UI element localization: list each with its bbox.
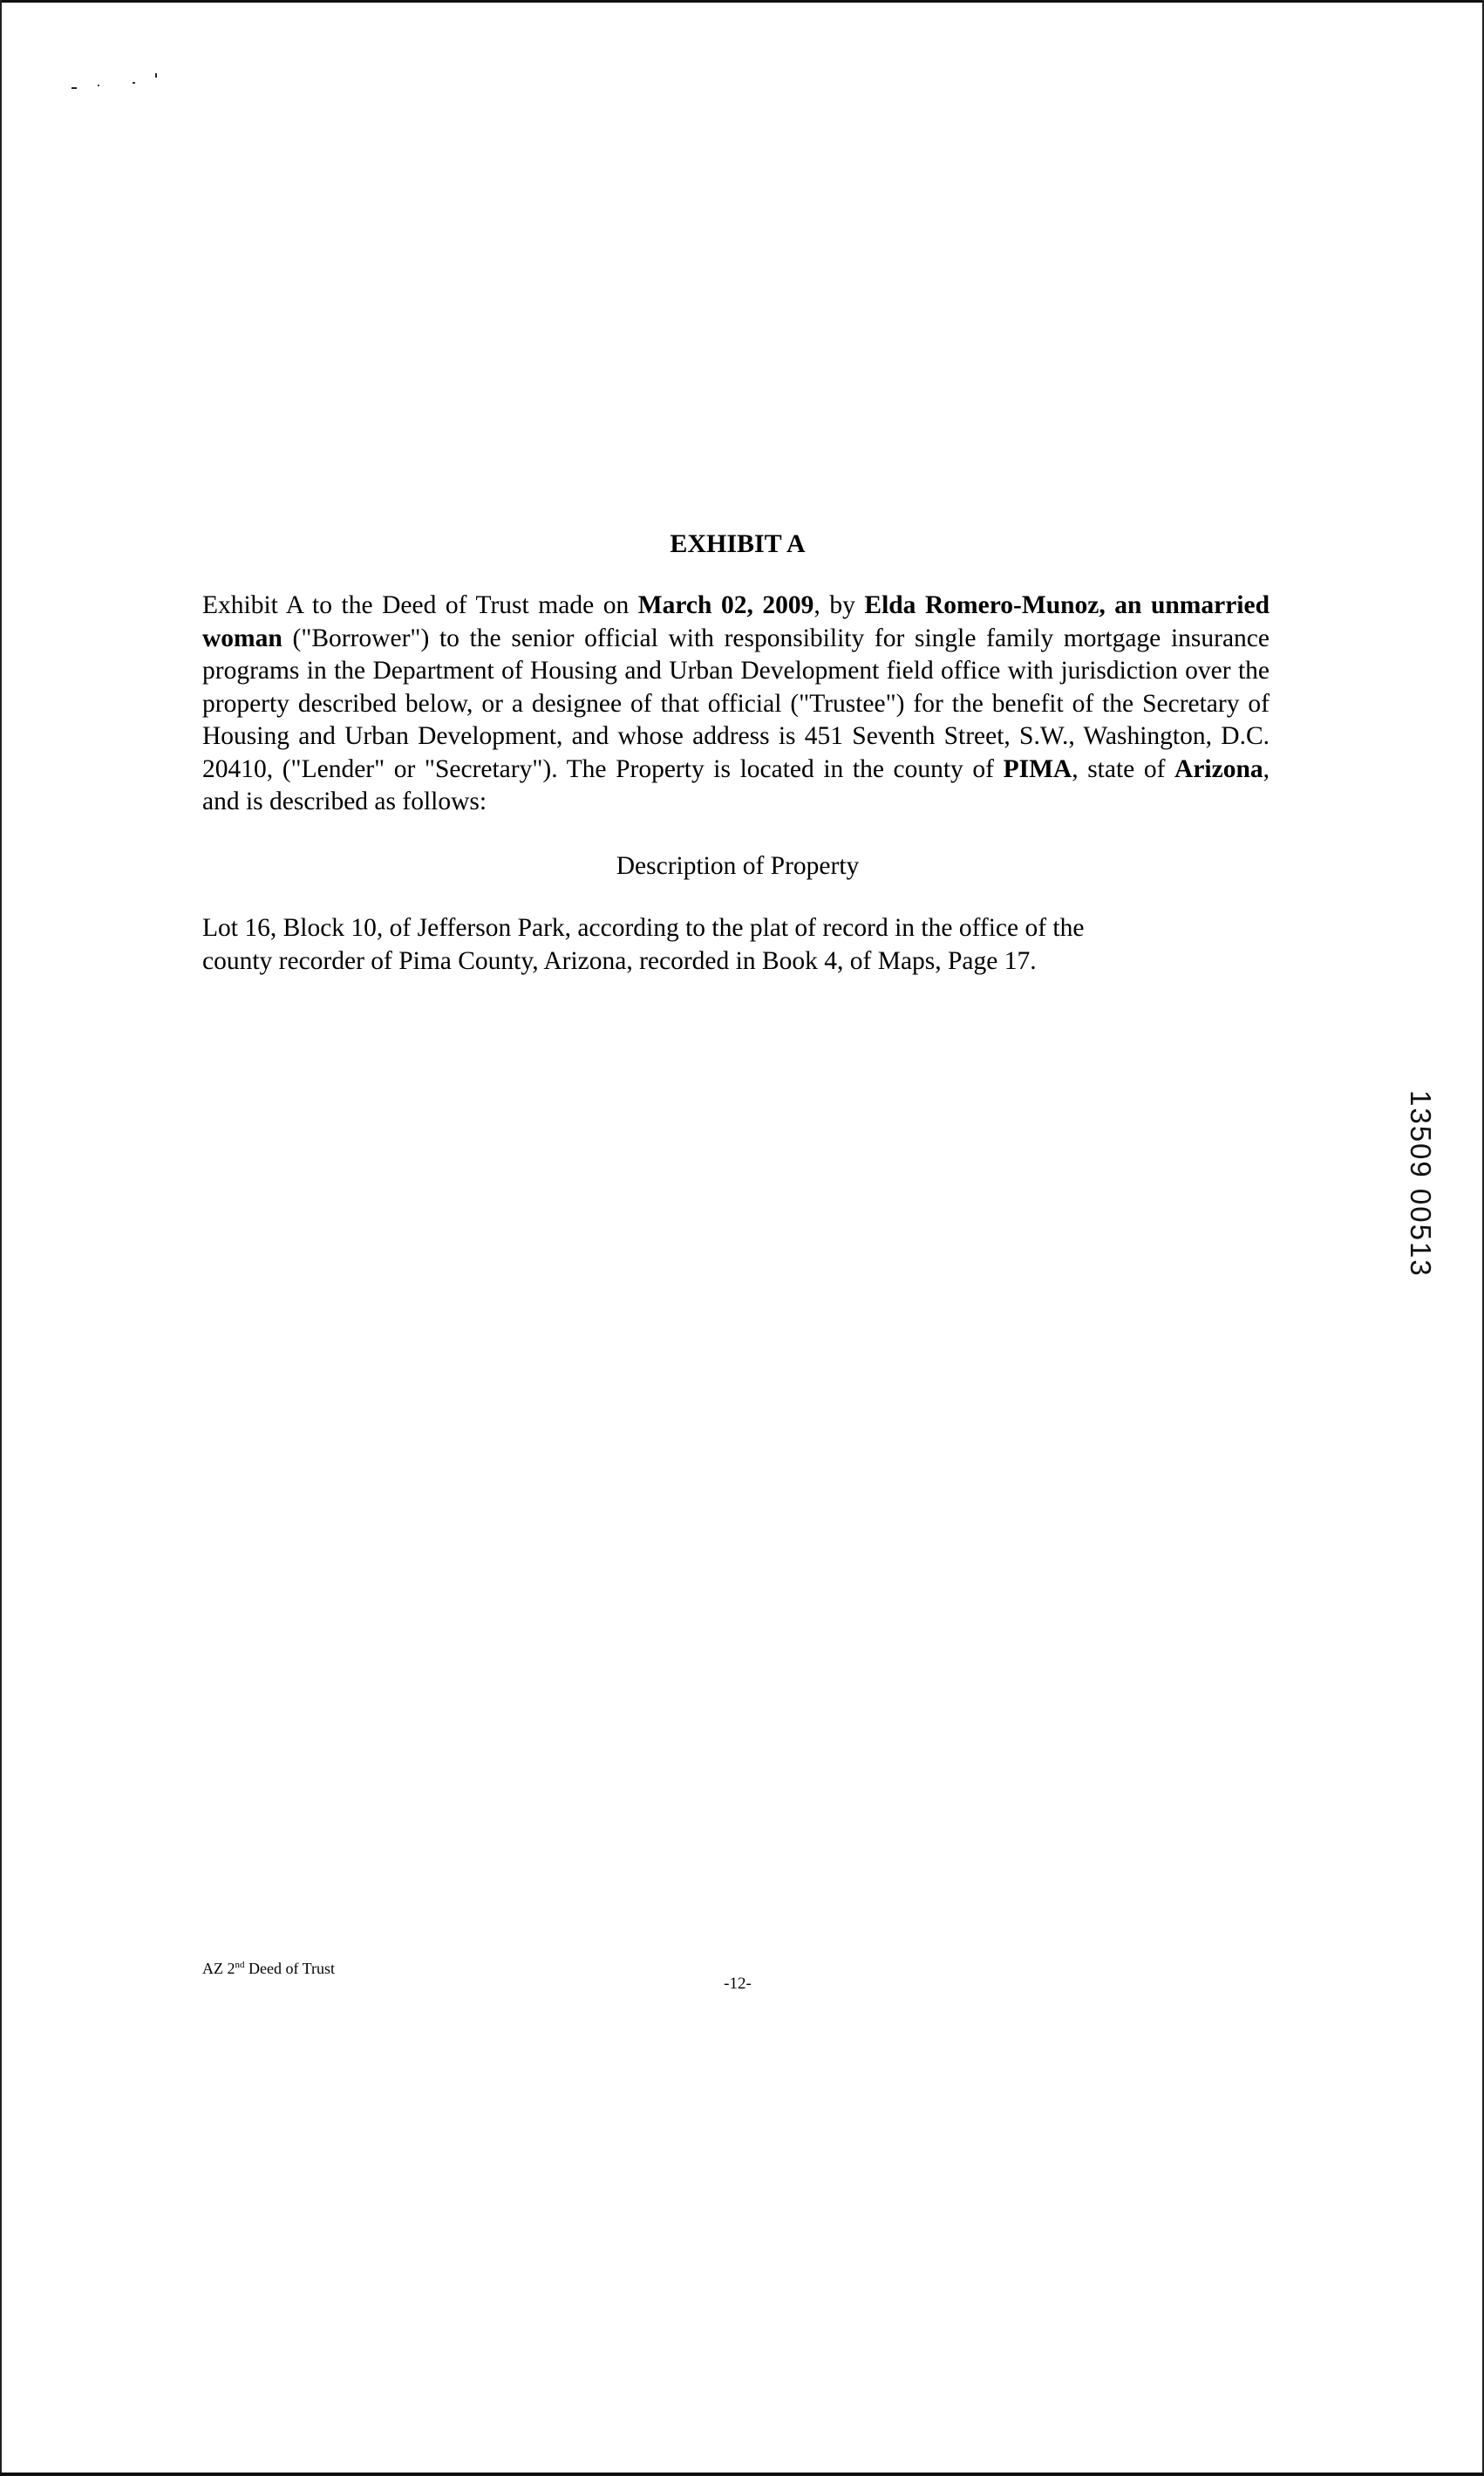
scan-specks xyxy=(52,70,174,96)
scan-edge-left xyxy=(0,0,2,2476)
borrower-name: Elda Romero-Munoz, an unmarried woman xyxy=(202,591,1270,652)
county-name: PIMA xyxy=(1003,754,1072,783)
exhibit-title: EXHIBIT A xyxy=(670,529,806,558)
paragraph-text: ("Borrower") to the senior official with responsibility for single family mortgage insurance programs in the Department of Housing and Urban Development field office with jurisdiction over the property described below, or a designee of that official ("Trustee") for the benefit of the Secretary of Housing and Urban Development, and whose address is 451 Seventh Street, S.W., Washington, D.C. 20410, ("Lender" or "Secretary"). The Property is located in the county of xyxy=(202,624,1270,783)
legal-description-line: Lot 16, Block 10, of Jefferson Park, according to the plat of record in the office of the xyxy=(202,914,1085,942)
paragraph-text: , by xyxy=(813,591,865,619)
scan-edge-top xyxy=(0,0,1484,3)
section-heading: Description of Property xyxy=(616,852,860,880)
legal-description-line: county recorder of Pima County, Arizona, recorded in Book 4, of Maps, Page 17. xyxy=(202,946,1037,975)
form-name-suffix: Deed of Trust xyxy=(244,1960,336,1977)
state-name: Arizona xyxy=(1174,754,1263,783)
recording-stamp xyxy=(1405,1090,1454,1334)
legal-description xyxy=(202,912,1231,978)
recording-stamp-number: 13509 00513 xyxy=(1405,1090,1437,1278)
form-name: AZ 2 xyxy=(202,1960,235,1977)
scan-edge-bottom xyxy=(0,2473,1484,2476)
paragraph-text: Exhibit A to the Deed of Trust made on xyxy=(202,591,638,619)
paragraph-text: , and is described as follows: xyxy=(202,754,1270,815)
deed-date: March 02, 2009 xyxy=(637,591,814,619)
exhibit-paragraph xyxy=(202,590,1270,819)
page-number: -12- xyxy=(724,1975,752,1993)
paragraph-text: , state of xyxy=(1072,754,1175,783)
form-name-superscript: nd xyxy=(235,1960,245,1970)
